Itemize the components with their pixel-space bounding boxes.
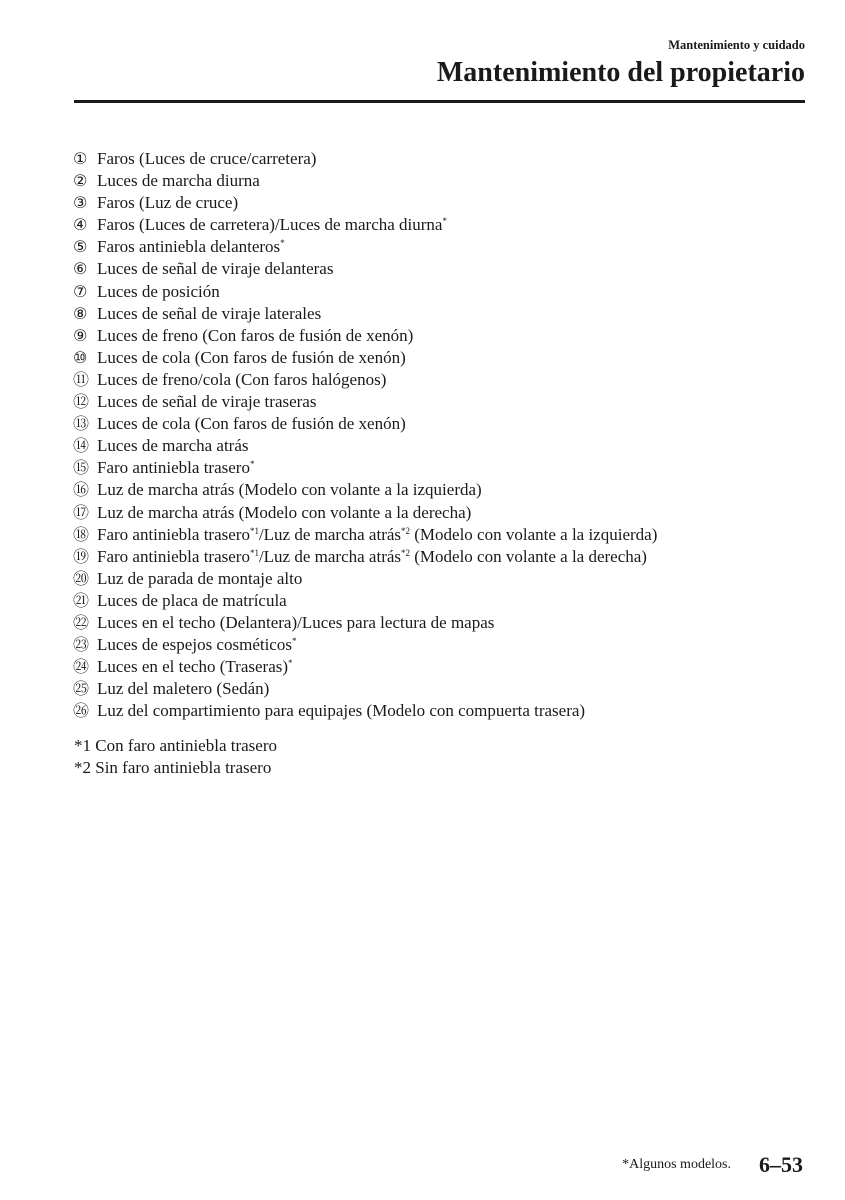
footnote-marker: *1 bbox=[249, 547, 259, 558]
item-number: ⑮ bbox=[73, 458, 90, 478]
item-text: Luces de señal de viraje delanteras bbox=[97, 259, 334, 279]
item-text: Faros (Luz de cruce) bbox=[97, 193, 239, 213]
item-text: Luces de posición bbox=[97, 281, 220, 301]
section-title: Mantenimiento y cuidado bbox=[668, 38, 805, 52]
item-number: ㉑ bbox=[73, 590, 90, 610]
footnote-1: *1 Con faro antiniebla trasero bbox=[74, 736, 277, 755]
item-number: ㉓ bbox=[73, 635, 90, 655]
list-item bbox=[73, 502, 657, 524]
list-item bbox=[73, 303, 657, 325]
item-number: ⑯ bbox=[73, 480, 90, 500]
item-text: Luces de marcha atrás bbox=[97, 436, 249, 456]
item-text: Faros (Luces de cruce/carretera) bbox=[97, 149, 317, 168]
item-text: Faro antiniebla trasero bbox=[97, 546, 250, 566]
list-item bbox=[73, 700, 657, 722]
list-item bbox=[73, 479, 657, 501]
footnote-marker: * bbox=[288, 658, 293, 669]
list-item bbox=[73, 192, 657, 214]
item-text: Luces en el techo (Delantera)/Luces para lectura de mapas bbox=[97, 612, 495, 632]
item-text: Luz de marcha atrás (Modelo con volante a la derecha) bbox=[97, 502, 472, 522]
item-text: Luces de señal de viraje traseras bbox=[97, 392, 317, 412]
item-text-qualifier: (Modelo con volante a la derecha) bbox=[410, 546, 647, 566]
item-number: ① bbox=[73, 149, 88, 168]
list-item bbox=[73, 281, 657, 303]
item-text-qualifier: (Modelo con volante a la izquierda) bbox=[410, 524, 658, 544]
item-number: ⑭ bbox=[73, 436, 90, 456]
footnote-marker: * bbox=[291, 636, 297, 647]
list-item bbox=[73, 656, 657, 678]
item-number: ⑫ bbox=[73, 392, 90, 412]
item-number: ⑪ bbox=[73, 369, 90, 389]
list-item bbox=[73, 391, 657, 413]
item-text: Luz de marcha atrás (Modelo con volante a la izquierda) bbox=[97, 480, 482, 500]
list-item bbox=[73, 325, 657, 347]
item-number: ⑩ bbox=[73, 347, 88, 367]
header-divider bbox=[74, 100, 805, 103]
item-number: ⑲ bbox=[73, 546, 90, 566]
item-number: ⑤ bbox=[73, 237, 88, 257]
footnote-marker: *1 bbox=[249, 525, 259, 536]
list-item bbox=[73, 678, 657, 700]
item-number: ⑧ bbox=[73, 303, 88, 323]
item-number: ⑳ bbox=[73, 568, 90, 588]
item-number: ㉔ bbox=[73, 657, 90, 677]
item-text: Luz del maletero (Sedán) bbox=[97, 679, 270, 699]
item-text: Faros (Luces de carretera)/Luces de marcha diurna bbox=[97, 215, 443, 235]
list-item bbox=[73, 258, 657, 280]
list-item bbox=[73, 546, 657, 568]
item-number: ⑥ bbox=[73, 259, 88, 279]
list-item bbox=[73, 590, 657, 612]
footnote-marker: * bbox=[442, 216, 447, 227]
item-text: Luces de marcha diurna bbox=[97, 171, 260, 191]
item-text-continued: /Luz de marcha atrás bbox=[258, 546, 402, 566]
item-number: ⑱ bbox=[73, 524, 90, 544]
item-number: ⑦ bbox=[73, 281, 88, 301]
list-item bbox=[73, 634, 657, 656]
item-text: Luces de freno/cola (Con faros halógenos) bbox=[97, 369, 387, 389]
list-item bbox=[73, 612, 657, 634]
list-item bbox=[73, 236, 657, 258]
list-item bbox=[73, 568, 657, 590]
item-text: Luces de cola (Con faros de fusión de xenón) bbox=[97, 347, 406, 367]
item-number: ⑬ bbox=[73, 414, 90, 434]
item-text: Luces de cola (Con faros de fusión de xenón) bbox=[97, 414, 406, 434]
footnote-marker: *2 bbox=[401, 547, 411, 558]
item-text: Faro antiniebla trasero bbox=[97, 524, 250, 544]
list-item bbox=[73, 435, 657, 457]
footnote-marker: * bbox=[280, 238, 285, 249]
list-item bbox=[73, 457, 657, 479]
item-text: Luces de señal de viraje laterales bbox=[97, 303, 322, 323]
footnote-marker: *2 bbox=[401, 525, 411, 536]
item-text-continued: /Luz de marcha atrás bbox=[258, 524, 402, 544]
item-text: Luz de parada de montaje alto bbox=[97, 568, 303, 588]
item-number: ㉕ bbox=[73, 679, 90, 699]
list-item bbox=[73, 413, 657, 435]
item-number: ③ bbox=[73, 193, 88, 213]
item-text: Luces de placa de matrícula bbox=[97, 590, 287, 610]
item-text: Luz del compartimiento para equipajes (Modelo con compuerta trasera) bbox=[97, 701, 586, 721]
footer-note: *Algunos modelos. bbox=[622, 1157, 731, 1172]
list-item bbox=[73, 170, 657, 192]
item-text: Faros antiniebla delanteros bbox=[97, 237, 281, 257]
page-header bbox=[74, 36, 805, 103]
list-item bbox=[73, 369, 657, 391]
chapter-title: Mantenimiento del propietario bbox=[436, 57, 805, 88]
list-item bbox=[73, 148, 657, 170]
page-footer bbox=[622, 1152, 803, 1178]
light-list bbox=[73, 148, 657, 722]
item-text: Luces de freno (Con faros de fusión de xenón) bbox=[97, 325, 414, 345]
item-text: Luces en el techo (Traseras) bbox=[97, 657, 289, 677]
item-text: Luces de espejos cosméticos bbox=[97, 635, 292, 655]
item-number: ㉖ bbox=[73, 701, 90, 721]
list-item bbox=[73, 524, 657, 546]
list-item bbox=[73, 347, 657, 369]
item-text: Faro antiniebla trasero bbox=[97, 458, 250, 478]
item-number: ⑨ bbox=[73, 325, 88, 345]
item-number: ② bbox=[73, 171, 88, 191]
footnotes bbox=[74, 735, 277, 779]
footnote-marker: * bbox=[249, 459, 255, 470]
footnote-2: *2 Sin faro antiniebla trasero bbox=[74, 758, 272, 777]
item-number: ④ bbox=[73, 215, 88, 235]
item-number: ⑰ bbox=[73, 502, 90, 522]
list-item bbox=[73, 214, 657, 236]
page-number: 6–53 bbox=[759, 1152, 803, 1177]
item-number: ㉒ bbox=[73, 612, 90, 632]
